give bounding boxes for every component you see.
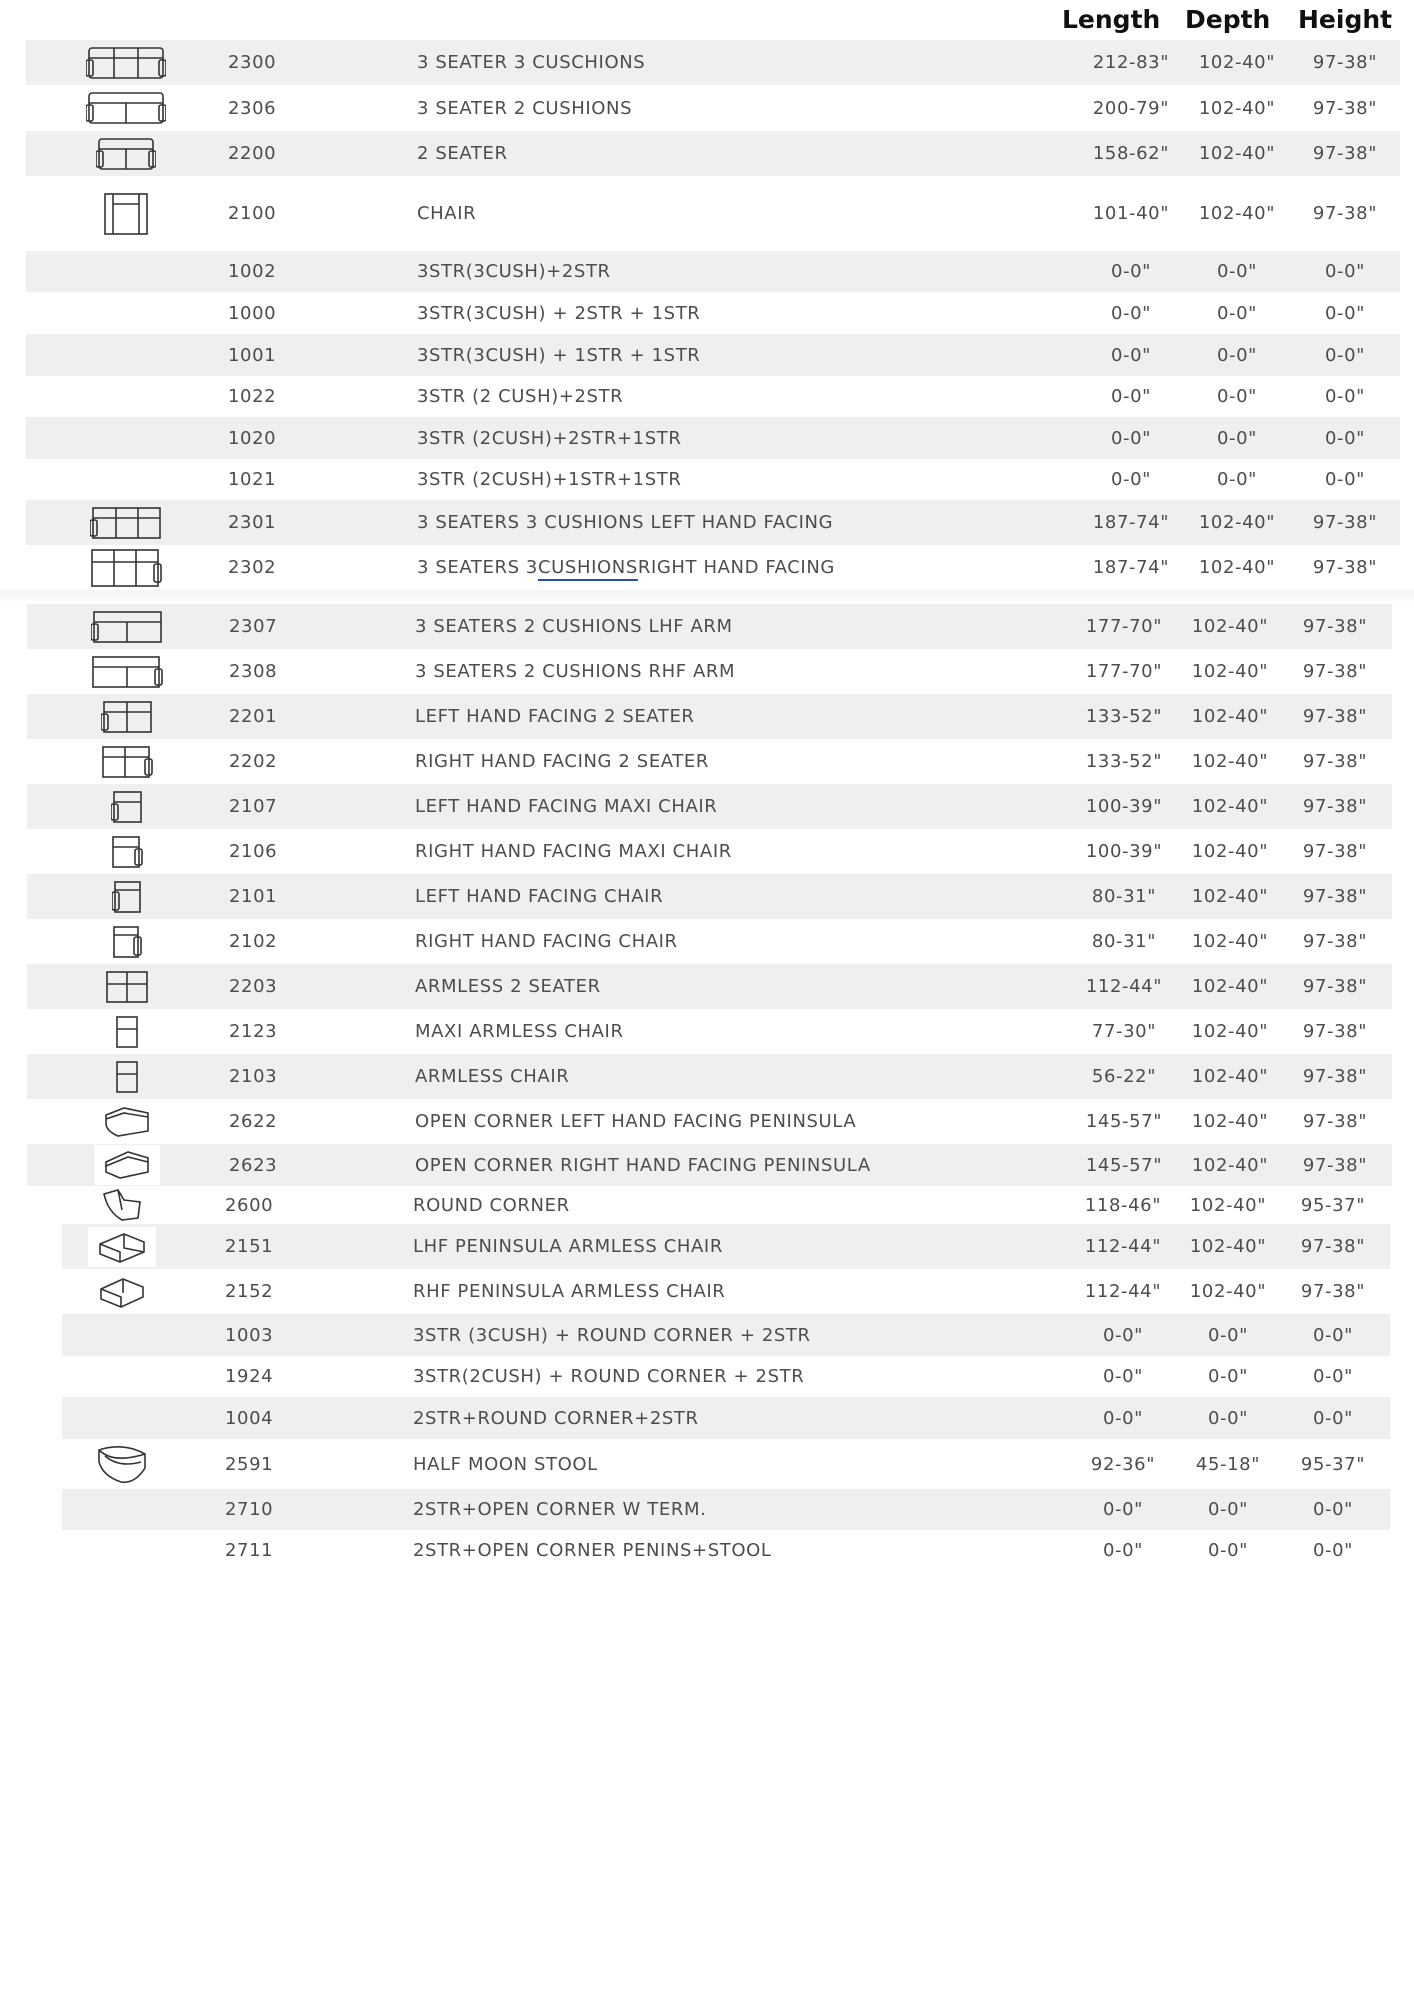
product-description: ARMLESS CHAIR <box>415 1066 570 1087</box>
depth-value: 0-0" <box>1207 1366 1249 1387</box>
table-row <box>62 1530 1390 1571</box>
depth-value: 102-40" <box>1191 931 1269 952</box>
product-code: 2622 <box>229 1111 278 1132</box>
sofa-3-seat-3-cushion-icon <box>86 46 166 80</box>
height-value: 97-38" <box>1302 1066 1368 1087</box>
product-icon-cell <box>72 1439 172 1489</box>
length-value: 118-46" <box>1084 1194 1162 1216</box>
section-divider <box>0 590 1414 604</box>
height-value: 0-0" <box>1324 469 1366 490</box>
product-description: LEFT HAND FACING CHAIR <box>415 886 664 907</box>
height-value: 97-38" <box>1302 841 1368 862</box>
product-icon-cell <box>77 1054 177 1099</box>
length-value: 112-44" <box>1085 976 1163 997</box>
length-value: 177-70" <box>1085 661 1163 682</box>
height-value: 0-0" <box>1312 1540 1354 1561</box>
product-icon-cell <box>76 334 176 376</box>
length-value: 200-79" <box>1092 97 1170 119</box>
table-row <box>62 1224 1390 1269</box>
table-row <box>27 964 1392 1009</box>
product-code: 1003 <box>225 1324 274 1346</box>
depth-value: 102-40" <box>1191 841 1269 862</box>
chair-icon <box>103 192 149 236</box>
product-code: 2100 <box>228 203 277 224</box>
table-row <box>62 1269 1390 1314</box>
product-icon-cell <box>72 1269 172 1314</box>
length-value: 77-30" <box>1091 1021 1157 1042</box>
height-value: 97-38" <box>1302 1021 1368 1042</box>
table-row <box>27 1009 1392 1054</box>
spellcheck-underline: CUSHIONS <box>537 557 638 578</box>
table-row <box>62 1356 1390 1397</box>
length-value: 187-74" <box>1092 512 1170 533</box>
product-icon-cell <box>76 292 176 334</box>
product-code: 2151 <box>225 1236 274 1257</box>
product-icon-cell <box>77 1099 177 1144</box>
product-code: 2203 <box>229 976 278 997</box>
product-description: OPEN CORNER LEFT HAND FACING PENINSULA <box>415 1111 857 1132</box>
product-code: 2101 <box>229 886 278 907</box>
sofa-rhf-2-seat-icon <box>101 745 153 779</box>
product-code: 2710 <box>225 1499 274 1520</box>
product-icon-cell <box>77 1009 177 1054</box>
depth-value: 102-40" <box>1191 751 1269 772</box>
table-row <box>27 829 1392 874</box>
product-code: 2591 <box>225 1453 274 1475</box>
product-icon-cell <box>76 459 176 500</box>
product-description: LEFT HAND FACING 2 SEATER <box>415 706 695 727</box>
product-description: 3 SEATERS 3 CUSHIONS RIGHT HAND FACING <box>417 557 835 578</box>
product-code: 2107 <box>229 796 278 817</box>
length-value: 187-74" <box>1092 557 1170 578</box>
depth-value: 102-40" <box>1191 976 1269 997</box>
product-description: LHF PENINSULA ARMLESS CHAIR <box>413 1236 723 1257</box>
product-description: 3STR(3CUSH) + 1STR + 1STR <box>417 344 701 366</box>
height-value: 0-0" <box>1324 386 1366 407</box>
product-description: 2 SEATER <box>417 143 508 164</box>
length-value: 0-0" <box>1102 1499 1144 1520</box>
height-value: 97-38" <box>1312 143 1378 164</box>
product-description: RIGHT HAND FACING MAXI CHAIR <box>415 841 732 862</box>
table-row <box>26 334 1400 376</box>
product-description: OPEN CORNER RIGHT HAND FACING PENINSULA <box>415 1154 871 1176</box>
product-description: MAXI ARMLESS CHAIR <box>415 1021 624 1042</box>
length-value: 0-0" <box>1110 469 1152 490</box>
depth-value: 0-0" <box>1207 1540 1249 1561</box>
product-icon-cell <box>76 85 176 131</box>
depth-value: 102-40" <box>1191 886 1269 907</box>
depth-value: 102-40" <box>1198 97 1276 119</box>
product-code: 1924 <box>225 1366 274 1387</box>
product-description: 3STR(2CUSH) + ROUND CORNER + 2STR <box>413 1366 805 1387</box>
round-corner-icon <box>100 1188 144 1222</box>
depth-value: 0-0" <box>1216 427 1258 449</box>
length-value: 80-31" <box>1091 886 1157 907</box>
product-code: 2623 <box>229 1154 278 1176</box>
length-value: 0-0" <box>1102 1366 1144 1387</box>
sofa-2-seat-icon <box>96 137 156 171</box>
chair-lhf-icon <box>112 880 142 914</box>
height-value: 97-38" <box>1302 706 1368 727</box>
length-value: 158-62" <box>1092 143 1170 164</box>
product-description: CHAIR <box>417 203 477 224</box>
depth-value: 102-40" <box>1191 1111 1269 1132</box>
product-icon-cell <box>72 1224 172 1269</box>
chair-rhf-icon <box>112 925 142 959</box>
table-row <box>27 874 1392 919</box>
sofa-rhf-3-seat-3-cushion-icon <box>90 548 162 588</box>
depth-value: 102-40" <box>1191 796 1269 817</box>
length-value: 56-22" <box>1091 1066 1157 1087</box>
length-value: 0-0" <box>1102 1407 1144 1429</box>
product-description: 3STR(3CUSH)+2STR <box>417 261 611 282</box>
product-description: 3 SEATERS 3 CUSHIONS LEFT HAND FACING <box>417 512 834 533</box>
armless-chair-icon <box>115 1060 139 1094</box>
product-icon-cell <box>77 784 177 829</box>
table-row <box>27 1144 1392 1186</box>
table-row <box>62 1397 1390 1439</box>
product-description: 3STR (3CUSH) + ROUND CORNER + 2STR <box>413 1324 811 1346</box>
table-row <box>26 500 1400 545</box>
half-moon-stool-icon <box>95 1442 149 1486</box>
product-description: RHF PENINSULA ARMLESS CHAIR <box>413 1281 726 1302</box>
lhf-peninsula-armless-chair-icon <box>88 1227 156 1267</box>
depth-value: 102-40" <box>1198 52 1276 73</box>
product-icon-cell <box>76 545 176 590</box>
length-value: 145-57" <box>1085 1154 1163 1176</box>
product-description: 3STR (2CUSH)+1STR+1STR <box>417 469 682 490</box>
table-row <box>26 376 1400 417</box>
length-value: 0-0" <box>1110 386 1152 407</box>
product-description: 3 SEATER 2 CUSHIONS <box>417 97 633 119</box>
open-corner-rhf-peninsula-icon <box>94 1145 160 1185</box>
depth-value: 0-0" <box>1216 344 1258 366</box>
length-value: 92-36" <box>1090 1453 1156 1475</box>
product-icon-cell <box>77 1144 177 1186</box>
product-code: 1021 <box>228 469 277 490</box>
product-description: 3 SEATERS 2 CUSHIONS LHF ARM <box>415 616 733 637</box>
product-code: 2201 <box>229 706 278 727</box>
length-value: 0-0" <box>1110 344 1152 366</box>
depth-value: 0-0" <box>1207 1499 1249 1520</box>
sofa-lhf-2-seat-icon <box>101 700 153 734</box>
product-code: 1000 <box>228 302 277 324</box>
armless-2-seat-icon <box>105 970 149 1004</box>
product-code: 2711 <box>225 1540 274 1561</box>
product-code: 2302 <box>228 557 277 578</box>
product-code: 2306 <box>228 97 277 119</box>
product-icon-cell <box>76 500 176 545</box>
product-icon-cell <box>76 131 176 176</box>
depth-value: 0-0" <box>1216 261 1258 282</box>
table-section-3 <box>62 1186 1390 1571</box>
height-value: 0-0" <box>1312 1407 1354 1429</box>
height-value: 0-0" <box>1312 1324 1354 1346</box>
depth-value: 102-40" <box>1189 1236 1267 1257</box>
product-icon-cell <box>72 1489 172 1530</box>
depth-value: 102-40" <box>1191 661 1269 682</box>
depth-value: 102-40" <box>1198 557 1276 578</box>
product-code: 2103 <box>229 1066 278 1087</box>
depth-value: 45-18" <box>1195 1453 1261 1475</box>
height-value: 0-0" <box>1324 427 1366 449</box>
height-value: 97-38" <box>1302 886 1368 907</box>
height-value: 0-0" <box>1312 1366 1354 1387</box>
table-row <box>26 545 1400 590</box>
product-description: 3STR(3CUSH) + 2STR + 1STR <box>417 302 701 324</box>
depth-value: 102-40" <box>1189 1281 1267 1302</box>
product-icon-cell <box>77 829 177 874</box>
product-code: 2300 <box>228 52 277 73</box>
product-description: 3 SEATERS 2 CUSHIONS RHF ARM <box>415 661 736 682</box>
height-value: 95-37" <box>1300 1453 1366 1475</box>
length-value: 112-44" <box>1084 1281 1162 1302</box>
product-description: 2STR+OPEN CORNER W TERM. <box>413 1499 707 1520</box>
product-icon-cell <box>76 251 176 292</box>
maxi-chair-lhf-icon <box>111 790 143 824</box>
height-value: 95-37" <box>1300 1194 1366 1216</box>
product-code: 2106 <box>229 841 278 862</box>
product-code: 2152 <box>225 1281 274 1302</box>
product-code: 2600 <box>225 1194 274 1216</box>
product-description: RIGHT HAND FACING 2 SEATER <box>415 751 709 772</box>
table-row <box>26 417 1400 459</box>
product-description: 3STR (2 CUSH)+2STR <box>417 386 624 407</box>
table-row <box>62 1439 1390 1489</box>
length-value: 0-0" <box>1110 302 1152 324</box>
table-row <box>26 176 1400 251</box>
length-value: 0-0" <box>1102 1324 1144 1346</box>
product-icon-cell <box>77 919 177 964</box>
height-value: 97-38" <box>1302 616 1368 637</box>
depth-value: 0-0" <box>1207 1407 1249 1429</box>
product-description: 3STR (2CUSH)+2STR+1STR <box>417 427 682 449</box>
height-value: 97-38" <box>1312 512 1378 533</box>
product-icon-cell <box>77 649 177 694</box>
column-header-length: Length <box>1062 5 1161 34</box>
open-corner-lhf-peninsula-icon <box>102 1105 152 1139</box>
sofa-lhf-3-seat-3-cushion-icon <box>90 506 162 540</box>
depth-value: 0-0" <box>1216 302 1258 324</box>
column-header-depth: Depth <box>1185 5 1271 34</box>
table-row <box>26 251 1400 292</box>
height-value: 0-0" <box>1324 302 1366 324</box>
product-description: ARMLESS 2 SEATER <box>415 976 601 997</box>
product-code: 1001 <box>228 344 277 366</box>
column-header-height: Height <box>1298 5 1393 34</box>
depth-value: 102-40" <box>1191 616 1269 637</box>
length-value: 133-52" <box>1085 751 1163 772</box>
rhf-peninsula-armless-chair-icon <box>97 1275 147 1309</box>
table-row <box>62 1489 1390 1530</box>
product-icon-cell <box>77 874 177 919</box>
depth-value: 102-40" <box>1198 203 1276 224</box>
sofa-lhf-3-seat-2-cushion-icon <box>91 610 163 644</box>
product-code: 2200 <box>228 143 277 164</box>
product-code: 1002 <box>228 261 277 282</box>
length-value: 212-83" <box>1092 52 1170 73</box>
table-row <box>26 459 1400 500</box>
length-value: 133-52" <box>1085 706 1163 727</box>
height-value: 97-38" <box>1302 1111 1368 1132</box>
length-value: 100-39" <box>1085 796 1163 817</box>
table-row <box>27 1099 1392 1144</box>
table-row <box>27 739 1392 784</box>
product-code: 2202 <box>229 751 278 772</box>
height-value: 0-0" <box>1324 344 1366 366</box>
depth-value: 0-0" <box>1216 469 1258 490</box>
product-description: LEFT HAND FACING MAXI CHAIR <box>415 796 718 817</box>
height-value: 97-38" <box>1302 796 1368 817</box>
height-value: 97-38" <box>1302 976 1368 997</box>
product-icon-cell <box>72 1356 172 1397</box>
table-row <box>26 292 1400 334</box>
length-value: 177-70" <box>1085 616 1163 637</box>
depth-value: 102-40" <box>1191 1021 1269 1042</box>
table-row <box>62 1314 1390 1356</box>
product-code: 2301 <box>228 512 277 533</box>
table-row <box>26 131 1400 176</box>
table-row <box>27 784 1392 829</box>
product-dimensions-table <box>0 40 1414 1571</box>
product-code: 1004 <box>225 1407 274 1429</box>
product-code: 2307 <box>229 616 278 637</box>
length-value: 101-40" <box>1092 203 1170 224</box>
product-code: 1020 <box>228 427 277 449</box>
product-icon-cell <box>77 739 177 784</box>
height-value: 97-38" <box>1302 751 1368 772</box>
table-row <box>27 604 1392 649</box>
table-row <box>27 919 1392 964</box>
product-description: HALF MOON STOOL <box>413 1453 598 1475</box>
product-icon-cell <box>72 1186 172 1224</box>
length-value: 0-0" <box>1110 427 1152 449</box>
product-icon-cell <box>76 376 176 417</box>
table-section-1 <box>26 40 1400 590</box>
depth-value: 102-40" <box>1191 1066 1269 1087</box>
depth-value: 102-40" <box>1198 143 1276 164</box>
depth-value: 0-0" <box>1216 386 1258 407</box>
product-icon-cell <box>76 417 176 459</box>
product-code: 1022 <box>228 386 277 407</box>
height-value: 0-0" <box>1324 261 1366 282</box>
product-code: 2123 <box>229 1021 278 1042</box>
table-row <box>26 85 1400 131</box>
height-value: 97-38" <box>1312 97 1378 119</box>
product-icon-cell <box>72 1397 172 1439</box>
product-description: 2STR+ROUND CORNER+2STR <box>413 1407 699 1429</box>
table-row <box>62 1186 1390 1224</box>
length-value: 0-0" <box>1102 1540 1144 1561</box>
length-value: 112-44" <box>1084 1236 1162 1257</box>
height-value: 97-38" <box>1312 52 1378 73</box>
depth-value: 102-40" <box>1189 1194 1267 1216</box>
product-description: 2STR+OPEN CORNER PENINS+STOOL <box>413 1540 772 1561</box>
product-icon-cell <box>76 40 176 85</box>
height-value: 97-38" <box>1302 1154 1368 1176</box>
product-description: RIGHT HAND FACING CHAIR <box>415 931 678 952</box>
length-value: 145-57" <box>1085 1111 1163 1132</box>
height-value: 97-38" <box>1312 557 1378 578</box>
height-value: 0-0" <box>1312 1499 1354 1520</box>
product-icon-cell <box>72 1530 172 1571</box>
product-description: ROUND CORNER <box>413 1194 570 1216</box>
table-section-2 <box>27 604 1392 1186</box>
depth-value: 0-0" <box>1207 1324 1249 1346</box>
length-value: 100-39" <box>1085 841 1163 862</box>
height-value: 97-38" <box>1302 661 1368 682</box>
length-value: 80-31" <box>1091 931 1157 952</box>
product-code: 2308 <box>229 661 278 682</box>
height-value: 97-38" <box>1300 1281 1366 1302</box>
maxi-chair-rhf-icon <box>111 835 143 869</box>
product-description: 3 SEATER 3 CUSCHIONS <box>417 52 646 73</box>
product-icon-cell <box>77 604 177 649</box>
height-value: 97-38" <box>1302 931 1368 952</box>
length-value: 0-0" <box>1110 261 1152 282</box>
height-value: 97-38" <box>1300 1236 1366 1257</box>
sofa-rhf-3-seat-2-cushion-icon <box>91 655 163 689</box>
product-icon-cell <box>76 176 176 251</box>
product-code: 2102 <box>229 931 278 952</box>
product-icon-cell <box>72 1314 172 1356</box>
depth-value: 102-40" <box>1198 512 1276 533</box>
maxi-armless-chair-icon <box>115 1015 139 1049</box>
sofa-3-seat-2-cushion-icon <box>86 91 166 125</box>
product-icon-cell <box>77 694 177 739</box>
table-row <box>27 649 1392 694</box>
product-icon-cell <box>77 964 177 1009</box>
table-row <box>27 694 1392 739</box>
depth-value: 102-40" <box>1191 1154 1269 1176</box>
table-row <box>27 1054 1392 1099</box>
height-value: 97-38" <box>1312 203 1378 224</box>
table-row <box>26 40 1400 85</box>
depth-value: 102-40" <box>1191 706 1269 727</box>
